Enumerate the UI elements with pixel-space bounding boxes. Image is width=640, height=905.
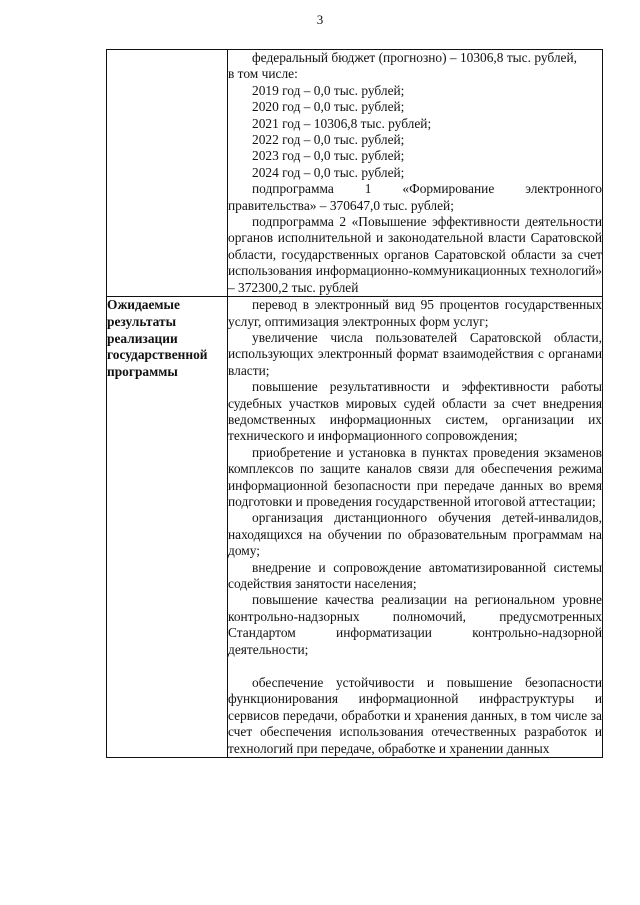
- subprogram-1-text: подпрограмма 1 «Формирование электронного правительства» – 370647,0 тыс. рублей;: [228, 181, 602, 213]
- year-line: 2022 год – 0,0 тыс. рублей;: [252, 132, 405, 148]
- expected-results-heading: Ожидаемые результаты реализации государственной программы: [107, 297, 208, 380]
- result-item: приобретение и установка в пунктах проведения экзаменов комплексов по защите каналов связи для обеспечения режима информационной безопасности при передаче данных во время подготовки и проведения государственной итоговой аттестации;: [228, 444, 602, 509]
- row-label-cell: [107, 50, 228, 297]
- federal-budget-text: федеральный бюджет (прогнозно) – 10306,8 тыс. рублей,: [252, 50, 577, 65]
- result-item: обеспечение устойчивости и повышение безопасности функционирования информационной инфраструктуры и сервисов передачи, обработки и хранения данных, в том числе за счет обеспечения использования отечественных разработок и технологий при передаче, обработке и хранении данных: [228, 675, 602, 756]
- result-item: увеличение числа пользователей Саратовской области, использующих электронный формат взаимодействия с органами власти;: [228, 329, 602, 378]
- result-item: внедрение и сопровождение автоматизированной системы содействия занятости населения;: [228, 559, 602, 591]
- year-line: 2019 год – 0,0 тыс. рублей;: [252, 82, 405, 98]
- result-item: повышение результативности и эффективности работы судебных участков мировых судей области за счет внедрения ведомственных информационных систем, организации их технического и информационного сопровождения;: [228, 379, 602, 444]
- including-text: в том числе:: [228, 66, 298, 82]
- result-item: перевод в электронный вид 95 процентов государственных услуг, оптимизация электронных форм услуг;: [228, 297, 602, 329]
- table-row-funding: [107, 50, 603, 297]
- year-line: 2024 год – 0,0 тыс. рублей;: [252, 164, 405, 180]
- funding-cell: [228, 50, 603, 297]
- paragraph-gap: [228, 658, 602, 675]
- subprogram-2-text: подпрограмма 2 «Повышение эффективности деятельности органов исполнительной и законодательной власти Саратовской области, государственных органов Саратовской области за счет использования информационно-коммуникационных технологий» – 372300,2 тыс. рублей: [228, 214, 602, 295]
- table-row-expected-results: [107, 297, 603, 758]
- program-passport-table: [106, 49, 603, 758]
- expected-results-heading-cell: [107, 297, 228, 758]
- expected-results-cell: [228, 297, 603, 758]
- result-item: организация дистанционного обучения детей-инвалидов, находящихся на обучении по образовательным программам на дому;: [228, 510, 602, 559]
- page-number: 3: [316, 12, 324, 27]
- result-item: повышение качества реализации на региональном уровне контрольно-надзорных полномочий, предусмотренных Стандартом информатизации контрольно-надзорной деятельности;: [228, 592, 602, 657]
- year-line: 2021 год – 10306,8 тыс. рублей;: [252, 115, 432, 131]
- year-line: 2023 год – 0,0 тыс. рублей;: [252, 148, 405, 164]
- year-line: 2020 год – 0,0 тыс. рублей;: [252, 99, 405, 115]
